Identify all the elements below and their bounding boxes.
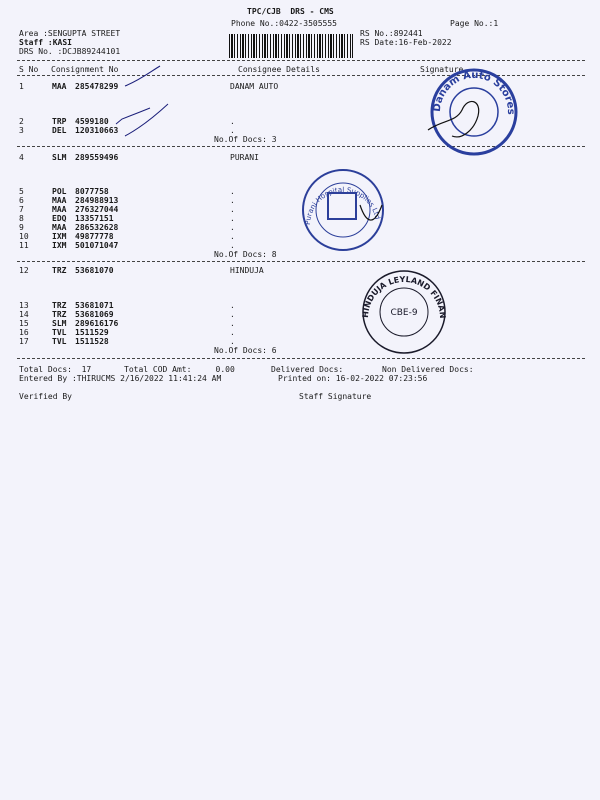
document-title: TPC/CJB DRS - CMS	[247, 7, 334, 16]
row-origin: TRP	[52, 117, 67, 126]
row-sno: 15	[19, 319, 29, 328]
row-dot: .	[230, 223, 235, 232]
row-dot: .	[230, 241, 235, 250]
row-origin: MAA	[52, 82, 67, 91]
purani-stamp-text: Purani Hospital Supplies Ltd	[303, 185, 382, 226]
purani-stamp	[298, 165, 388, 255]
row-sno: 14	[19, 310, 29, 319]
row-dot: .	[230, 205, 235, 214]
row-dot: .	[230, 196, 235, 205]
row-sno: 6	[19, 196, 24, 205]
row-consignment: 8077758	[75, 187, 109, 196]
danam-stamp-text: Danam Auto Stores	[431, 69, 517, 115]
rs-number: RS No.:892441	[360, 29, 423, 38]
row-origin: TVL	[52, 337, 67, 346]
row-dot: .	[230, 187, 235, 196]
row-origin: TRZ	[52, 301, 67, 310]
column-consignee: Consignee Details	[238, 65, 320, 74]
row-origin: MAA	[52, 196, 67, 205]
printed-on: Printed on: 16-02-2022 07:23:56	[278, 374, 428, 383]
row-consignment: 1511529	[75, 328, 109, 337]
hinduja-stamp	[356, 261, 448, 356]
row-origin: IXM	[52, 232, 67, 241]
row-consignment: 289559496	[75, 153, 119, 162]
row-origin: DEL	[52, 126, 67, 135]
row-sno: 3	[19, 126, 24, 135]
row-sno: 8	[19, 214, 24, 223]
consignee-name: HINDUJA	[230, 266, 264, 275]
row-consignment: 284988913	[75, 196, 119, 205]
row-dot: .	[230, 117, 235, 126]
verified-by: Verified By	[19, 392, 72, 401]
row-origin: TVL	[52, 328, 67, 337]
row-origin: IXM	[52, 241, 67, 250]
row-consignment: 53681071	[75, 301, 114, 310]
total-docs: Total Docs: 17	[19, 365, 92, 374]
row-consignment: 276327044	[75, 205, 119, 214]
column-signature: Signature	[420, 65, 464, 74]
row-consignment: 4599180	[75, 117, 109, 126]
column-consignment: Consignment No	[51, 65, 119, 74]
row-origin: MAA	[52, 205, 67, 214]
row-origin: TRZ	[52, 310, 67, 319]
row-origin: SLM	[52, 319, 67, 328]
row-consignment: 49877778	[75, 232, 114, 241]
rs-date: RS Date:16-Feb-2022	[360, 38, 452, 47]
entered-by: Entered By :THIRUCMS 2/16/2022 11:41:24 AM	[19, 374, 222, 383]
row-consignment: 53681070	[75, 266, 114, 275]
row-sno: 4	[19, 153, 24, 162]
row-dot: .	[230, 301, 235, 310]
row-consignment: 285478299	[75, 82, 119, 91]
drs-number: DRS No. :DCJB89244101	[19, 47, 121, 56]
row-consignment: 13357151	[75, 214, 114, 223]
row-origin: SLM	[52, 153, 67, 162]
row-consignment: 53681069	[75, 310, 114, 319]
area-label: Area :SENGUPTA STREET	[19, 29, 121, 38]
row-dot: .	[230, 232, 235, 241]
consignee-name: PURANI	[230, 153, 259, 162]
row-dot: .	[230, 126, 235, 135]
delivered-docs: Delivered Docs:	[271, 365, 344, 374]
hinduja-stamp-text: HINDUJA LEYLAND FINANCE LTD	[356, 261, 448, 319]
row-origin: POL	[52, 187, 67, 196]
row-origin: EDQ	[52, 214, 67, 223]
row-origin: TRZ	[52, 266, 67, 275]
row-sno: 13	[19, 301, 29, 310]
row-sno: 5	[19, 187, 24, 196]
row-consignment: 286532628	[75, 223, 119, 232]
total-cod-amount: Total COD Amt: 0.00	[124, 365, 235, 374]
page-number: Page No.:1	[450, 19, 499, 28]
row-sno: 1	[19, 82, 24, 91]
row-consignment: 120310663	[75, 126, 119, 135]
row-consignment: 289616176	[75, 319, 119, 328]
row-dot: .	[230, 328, 235, 337]
row-consignment: 1511528	[75, 337, 109, 346]
row-sno: 16	[19, 328, 29, 337]
column-sno: S No	[19, 65, 39, 74]
staff-signature: Staff Signature	[299, 392, 372, 401]
row-sno: 2	[19, 117, 24, 126]
row-dot: .	[230, 319, 235, 328]
consignee-name: DANAM AUTO	[230, 82, 279, 91]
staff-label: Staff :KASI	[19, 38, 72, 47]
docs-count: No.Of Docs: 6	[214, 346, 277, 355]
row-sno: 17	[19, 337, 29, 346]
row-sno: 12	[19, 266, 29, 275]
docs-count: No.Of Docs: 3	[214, 135, 277, 144]
row-sno: 11	[19, 241, 29, 250]
row-consignment: 501071047	[75, 241, 119, 250]
row-sno: 10	[19, 232, 29, 241]
row-dot: .	[230, 310, 235, 319]
row-origin: MAA	[52, 223, 67, 232]
row-dot: .	[230, 337, 235, 346]
hinduja-stamp-code: CBE-9	[390, 308, 418, 318]
non-delivered-docs: Non Delivered Docs:	[382, 365, 474, 374]
row-dot: .	[230, 214, 235, 223]
svg-text:Danam Auto Stores	[432, 70, 516, 115]
docs-count: No.Of Docs: 8	[214, 250, 277, 259]
row-sno: 7	[19, 205, 24, 214]
phone-number: Phone No.:0422-3505555	[231, 19, 337, 28]
row-sno: 9	[19, 223, 24, 232]
danam-stamp	[422, 60, 522, 160]
